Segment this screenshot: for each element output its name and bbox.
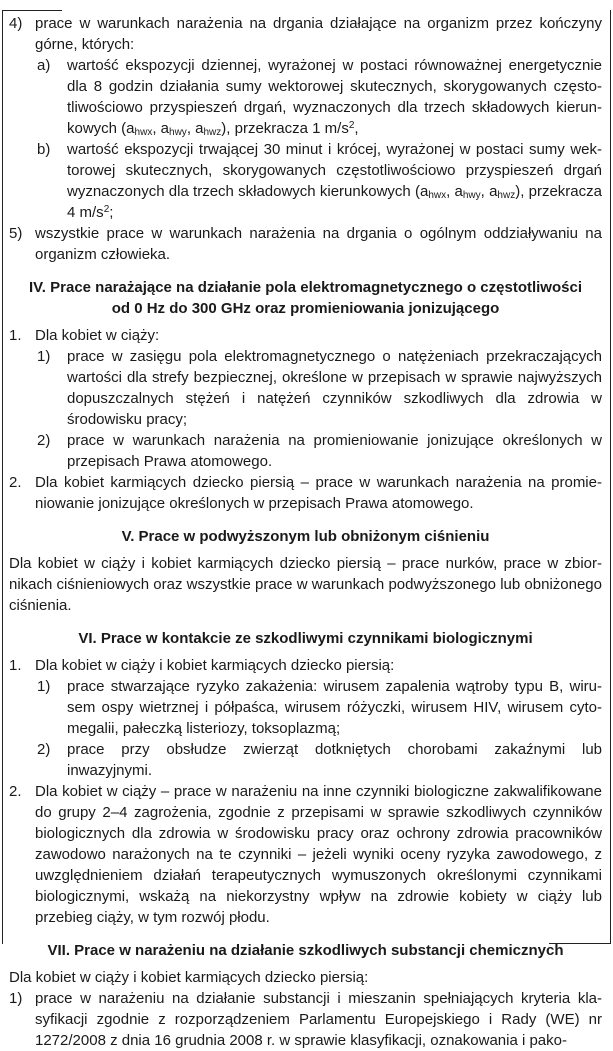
frame-border-left xyxy=(2,10,3,944)
list-item xyxy=(9,325,602,346)
list-subitem xyxy=(9,676,602,739)
spacer xyxy=(9,265,602,277)
list-item xyxy=(9,223,602,265)
list-item xyxy=(9,781,602,928)
item-number: 1) xyxy=(9,990,23,1007)
section-heading-iv: IV. Prace narażające na działanie pola elektromagnetycznego o częstotliwości od 0 Hz do 300 GHz oraz promieniowania jonizującego xyxy=(29,279,582,317)
list-item xyxy=(9,655,602,676)
item-text: Dla kobiet w ciąży i kobiet karmiących dziecko piersią: xyxy=(35,657,395,674)
item-text: Dla kobiet w ciąży – prace w narażeniu na inne czynniki biologiczne zakwalifikowane do grupy 2–4 zagrożenia, zgodnie z przepisami w sprawie szkodliwych czynników biologicznych dla zdrowia w środowisku pracy oraz ochrony zdrowia pracowników zawodowo narażonych na te czynniki – jeżeli wyniki oceny ryzyka zawodowego, z uwzględnieniem działań terapeutycznych wymuszonych określonymi czynnikami biologicznymi, wskażą na niekorzystny wpływ na zdrowie kobiety w ciąży lub przebieg ciąży, w tym rozwój płodu. xyxy=(35,783,602,926)
subitem-number: 1) xyxy=(37,348,51,365)
spacer xyxy=(9,928,602,940)
paragraph: Dla kobiet w ciąży i kobiet karmiących dziecko piersią: xyxy=(9,969,369,986)
item-number: 2. xyxy=(9,783,22,800)
item-text: prace w narażeniu na działanie substancji i mieszanin spełniających kryteria klasyfikacji zgodnie z rozporządzeniem Parlamentu Europejskiego i Rady (WE) nr 1272/2008 z dnia 16 grudnia 2008 r. w sprawie klasyfikacji, oznakowania i pako- xyxy=(35,990,602,1049)
spacer xyxy=(9,616,602,628)
list-subitem xyxy=(9,430,602,472)
item-number: 2. xyxy=(9,474,22,491)
section-heading-vii: VII. Prace w narażeniu na działanie szkodliwych substancji chemicznych xyxy=(47,942,564,959)
list-subitem xyxy=(9,55,602,139)
list-item xyxy=(9,988,602,1051)
subitem-text: prace w zasięgu pola elektromagnetycznego o natężeniach przekraczających wartości dla strefy bezpiecznej, określone w przepisach w sprawie najwyższych dopuszczalnych stężeń i natężeń czynników szkodliwych dla zdrowia w środowisku pracy; xyxy=(67,348,602,428)
list-subitem xyxy=(9,739,602,781)
spacer xyxy=(9,514,602,526)
subitem-letter: a) xyxy=(37,57,51,74)
paragraph: Dla kobiet w ciąży i kobiet karmiących dziecko piersią – prace nurków, prace w zbiornikach ciśnieniowych oraz wszystkie prace w warunkach podwyższonego lub obniżonego ciśnienia. xyxy=(9,555,602,614)
subitem-letter: b) xyxy=(37,141,51,158)
section-heading-v: V. Prace w podwyższonym lub obniżonym ciśnieniu xyxy=(121,528,490,545)
item-number: 1. xyxy=(9,327,22,344)
subitem-text-b: wartość ekspozycji trwającej 30 minut i krócej, wyrażonej w postaci sumy wektorowej skutecznych, skorygowanych częstotliwościowo przyspieszeń drgań wyznaczonych dla trzech składowych kierunkowych ($a_{hwx}$, $a_{hwy}$, $a_{hwz}$), przekracza 4 $m/s^2$; xyxy=(67,141,602,221)
item-text: wszystkie prace w warunkach narażenia na drgania o ogólnym oddziaływaniu na organizm człowieka. xyxy=(35,225,602,263)
item-number: 5) xyxy=(9,225,23,242)
subitem-text-a: wartość ekspozycji dziennej, wyrażonej w postaci równoważnej energetycznie dla 8 godzin działania sumy wektorowej skutecznych, skorygowanych częstotliwościowo przyspieszeń drgań, wyznaczonych dla trzech składowych kierunkowych ($a_{hwx}$, $a_{hwy}$, $a_{hwz}$), przekracza 1 $m/s^2$, xyxy=(67,57,602,138)
subitem-number: 2) xyxy=(37,432,51,449)
frame-border-top-left xyxy=(2,10,62,11)
frame-border-right xyxy=(610,10,611,944)
item-text: Dla kobiet w ciąży: xyxy=(35,327,160,344)
list-item xyxy=(9,472,602,514)
item-number: 4) xyxy=(9,15,23,32)
item-text: Dla kobiet karmiących dziecko piersią – prace w warunkach narażenia na promieniowanie jonizujące określonych w przepisach Prawa atomowego. xyxy=(35,474,602,512)
subitem-number: 2) xyxy=(37,741,51,758)
list-subitem xyxy=(9,139,602,223)
subitem-text: prace przy obsłudze zwierząt dotkniętych chorobami zakaźnymi lub inwazyjnymi. xyxy=(67,741,602,779)
subitem-text: prace w warunkach narażenia na promieniowanie jonizujące określonych w przepisach Prawa atomowego. xyxy=(67,432,602,470)
item-text: prace w warunkach narażenia na drgania działające na organizm przez kończyny górne, których: xyxy=(35,15,602,53)
subitem-number: 1) xyxy=(37,678,51,695)
subitem-text: prace stwarzające ryzyko zakażenia: wirusem zapalenia wątroby typu B, wirusem ospy wietrznej i półpaśca, wirusem różyczki, wirusem HIV, wirusem cytomegalii, pałeczką listeriozy, toksoplazmą; xyxy=(67,678,602,737)
list-item xyxy=(9,13,602,55)
section-heading-vi: VI. Prace w kontakcie ze szkodliwymi czynnikami biologicznymi xyxy=(78,630,533,647)
document-body xyxy=(9,13,602,1051)
list-subitem xyxy=(9,346,602,430)
item-number: 1. xyxy=(9,657,22,674)
